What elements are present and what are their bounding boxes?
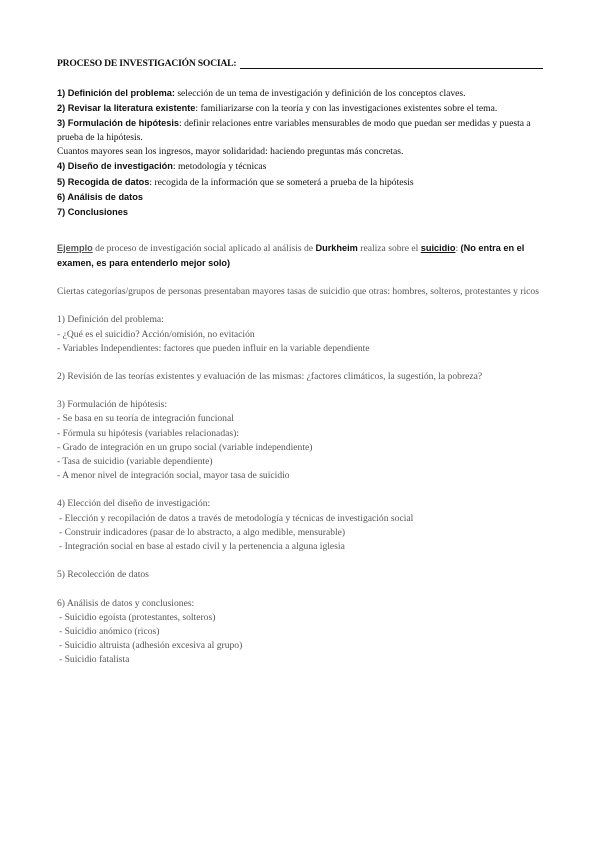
step-7: 7) Conclusiones — [57, 206, 128, 217]
steps-list — [57, 86, 547, 220]
example-section — [57, 241, 547, 668]
page-title: PROCESO DE INVESTIGACIÓN SOCIAL: — [57, 58, 237, 69]
block-4: 4) Elección del diseño de investigación: - Elección y recopilación de datos a través de metodología y técnicas de investigación social - Construir indicadores (pasar de lo abstracto, a algo medible, mensurable) - Integración social en base al estado civil y la pertenencia a alguna iglesia — [57, 498, 414, 553]
step-3: 3) Formulación de hipótesis: definir relaciones entre variables mensurables de modo que puedan ser medidas y puesta a prueba de la hipótesis. — [57, 118, 531, 144]
block-1: 1) Definición del problema: - ¿Qué es el suicidio? Acción/omisión, no evitación - Variables Independientes: factores que pueden influir en la variable dependiente — [57, 314, 370, 354]
step-1: 1) Definición del problema: selección de un tema de investigación y definición de los conceptos claves. — [57, 88, 466, 99]
block-6: 6) Análisis de datos y conclusiones: - Suicidio egoísta (protestantes, solteros) - Suicidio anómico (ricos) - Suicidio altruista (adhesión excesiva al grupo) - Suicidio fatalista — [57, 597, 243, 666]
document-page — [57, 58, 547, 668]
title-row — [57, 58, 547, 69]
step-5: 5) Recogida de datos: recogida de la información que se someterá a prueba de la hipótesis — [57, 176, 414, 188]
intro-paragraph: Ciertas categorías/grupos de personas presentaban mayores tasas de suicidio que otras: hombres, solteros, protestantes y ricos — [57, 286, 539, 298]
block-5: 5) Recolección de datos — [57, 569, 149, 581]
block-2: 2) Revisión de las teorías existentes y evaluación de las mismas: ¿factores climáticos, la sugestión, la pobreza? — [57, 371, 483, 383]
step-4: 4) Diseño de investigación: metodología y técnicas — [57, 161, 267, 173]
step-2: 2) Revisar la literatura existente: familiarizarse con la teoría y con las investigaciones existentes sobre el tema. — [57, 103, 498, 115]
step-6: 6) Análisis de datos — [57, 191, 143, 202]
block-3: 3) Formulación de hipótesis: - Se basa en su teoría de integración funcional - Fórmula su hipótesis (variables relacionadas): - Grado de integración en un grupo social (variable independiente) - Tasa de suicidio (variable dependiente) - A menor nivel de integración social, mayor tasa de suicidio — [57, 399, 313, 482]
title-underline — [240, 59, 543, 69]
example-heading: Ejemplo de proceso de investigación social aplicado al análisis de Durkheim realiza sobre el suicidio: (No entra en el examen, es para entenderlo mejor solo) — [57, 242, 525, 269]
step-note: Cuantos mayores sean los ingresos, mayor solidaridad: haciendo preguntas más concretas. — [57, 146, 404, 158]
